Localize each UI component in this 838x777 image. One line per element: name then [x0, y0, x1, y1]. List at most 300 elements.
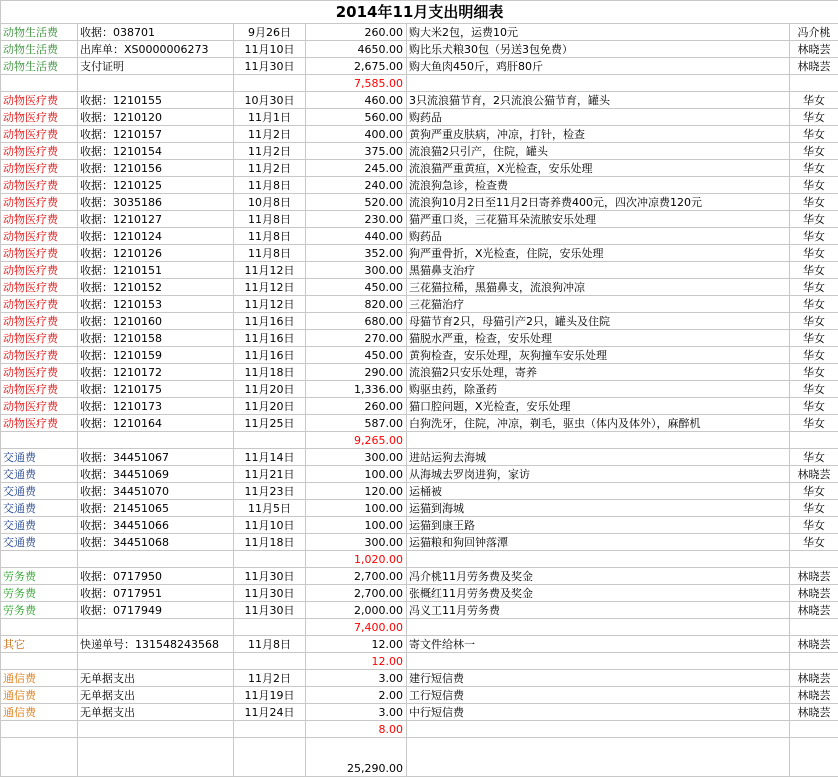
category-cell[interactable]: 交通费	[1, 500, 78, 517]
expense-row	[1, 41, 838, 58]
reference-cell[interactable]: 收据：3035186	[78, 194, 234, 211]
category-cell[interactable]: 动物医疗费	[1, 330, 78, 347]
expense-row	[1, 585, 838, 602]
empty-cell[interactable]	[78, 551, 234, 568]
empty-cell[interactable]	[234, 619, 306, 636]
category-cell[interactable]: 交通费	[1, 517, 78, 534]
empty-cell[interactable]	[1, 551, 78, 568]
empty-cell[interactable]	[790, 432, 838, 449]
description-cell[interactable]: 运桶被	[407, 483, 790, 500]
description-cell[interactable]: 猫严重口炎，三花猫耳朵流脓安乐处理	[407, 211, 790, 228]
amount-cell[interactable]: 100.00	[306, 517, 407, 534]
reference-cell[interactable]: 收据：1210154	[78, 143, 234, 160]
handler-cell[interactable]: 华女	[790, 177, 838, 194]
category-cell[interactable]: 通信费	[1, 670, 78, 687]
category-cell[interactable]: 动物医疗费	[1, 228, 78, 245]
handler-cell[interactable]: 华女	[790, 381, 838, 398]
subtotal-row	[1, 619, 838, 636]
category-cell[interactable]: 动物医疗费	[1, 279, 78, 296]
expense-row	[1, 364, 838, 381]
expense-row	[1, 296, 838, 313]
grand-total-amount[interactable]: 25,290.00	[306, 738, 407, 777]
expense-row	[1, 109, 838, 126]
expense-row	[1, 415, 838, 432]
empty-cell[interactable]	[234, 551, 306, 568]
date-cell[interactable]: 11月10日	[234, 517, 306, 534]
description-cell[interactable]: 3只流浪猫节育，2只流浪公猫节育，罐头	[407, 92, 790, 109]
handler-cell[interactable]: 林晓芸	[790, 704, 838, 721]
expense-row	[1, 143, 838, 160]
date-cell[interactable]: 11月14日	[234, 449, 306, 466]
category-cell[interactable]: 动物医疗费	[1, 160, 78, 177]
description-cell[interactable]: 白狗洗牙，住院，冲凉，剃毛，驱虫（体内及体外），麻醉机	[407, 415, 790, 432]
handler-cell[interactable]: 华女	[790, 262, 838, 279]
date-cell[interactable]: 10月8日	[234, 194, 306, 211]
handler-cell[interactable]: 华女	[790, 126, 838, 143]
reference-cell[interactable]: 收据：1210156	[78, 160, 234, 177]
amount-cell[interactable]: 2.00	[306, 687, 407, 704]
reference-cell[interactable]: 收据：1210159	[78, 347, 234, 364]
date-cell[interactable]: 11月2日	[234, 160, 306, 177]
expense-row	[1, 517, 838, 534]
category-cell[interactable]: 动物医疗费	[1, 143, 78, 160]
date-cell[interactable]: 11月5日	[234, 500, 306, 517]
empty-cell[interactable]	[1, 432, 78, 449]
description-cell[interactable]: 运猫粮和狗回钟落潭	[407, 534, 790, 551]
reference-cell[interactable]: 无单据支出	[78, 704, 234, 721]
subtotal-row	[1, 432, 838, 449]
empty-cell[interactable]	[790, 551, 838, 568]
date-cell[interactable]: 11月8日	[234, 636, 306, 653]
empty-cell[interactable]	[790, 738, 838, 777]
amount-cell[interactable]: 245.00	[306, 160, 407, 177]
description-cell[interactable]: 运猫到海城	[407, 500, 790, 517]
date-cell[interactable]: 11月8日	[234, 211, 306, 228]
date-cell[interactable]: 11月21日	[234, 466, 306, 483]
handler-cell[interactable]: 华女	[790, 483, 838, 500]
reference-cell[interactable]: 收据：34451068	[78, 534, 234, 551]
reference-cell[interactable]: 收据：1210172	[78, 364, 234, 381]
category-cell[interactable]: 动物生活费	[1, 41, 78, 58]
expense-row	[1, 449, 838, 466]
expense-row	[1, 228, 838, 245]
empty-cell[interactable]	[407, 619, 790, 636]
date-cell[interactable]: 11月16日	[234, 330, 306, 347]
description-cell[interactable]: 运猫到康王路	[407, 517, 790, 534]
date-cell[interactable]: 10月30日	[234, 92, 306, 109]
expense-row	[1, 466, 838, 483]
empty-cell[interactable]	[234, 75, 306, 92]
handler-cell[interactable]: 林晓芸	[790, 602, 838, 619]
handler-cell[interactable]: 林晓芸	[790, 58, 838, 75]
subtotal-amount[interactable]: 8.00	[306, 721, 407, 738]
handler-cell[interactable]: 华女	[790, 534, 838, 551]
reference-cell[interactable]: 收据：0717950	[78, 568, 234, 585]
handler-cell[interactable]: 华女	[790, 279, 838, 296]
handler-cell[interactable]: 华女	[790, 500, 838, 517]
description-cell[interactable]: 黄狗严重皮肤病，冲凉，打针，检查	[407, 126, 790, 143]
description-cell[interactable]: 冯义工11月劳务费	[407, 602, 790, 619]
reference-cell[interactable]: 收据：21451065	[78, 500, 234, 517]
subtotal-row	[1, 551, 838, 568]
date-cell[interactable]: 11月2日	[234, 670, 306, 687]
reference-cell[interactable]: 收据：1210175	[78, 381, 234, 398]
description-cell[interactable]: 进站运狗去海城	[407, 449, 790, 466]
amount-cell[interactable]: 300.00	[306, 449, 407, 466]
category-cell[interactable]: 劳务费	[1, 585, 78, 602]
amount-cell[interactable]: 560.00	[306, 109, 407, 126]
reference-cell[interactable]: 收据：34451069	[78, 466, 234, 483]
description-cell[interactable]: 黑猫鼻支治疗	[407, 262, 790, 279]
category-cell[interactable]: 动物医疗费	[1, 92, 78, 109]
description-cell[interactable]: 流浪狗急诊，检查费	[407, 177, 790, 194]
empty-cell[interactable]	[234, 721, 306, 738]
amount-cell[interactable]: 260.00	[306, 24, 407, 41]
amount-cell[interactable]: 2,700.00	[306, 585, 407, 602]
reference-cell[interactable]: 收据：34451067	[78, 449, 234, 466]
date-cell[interactable]: 11月12日	[234, 279, 306, 296]
reference-cell[interactable]: 收据：1210127	[78, 211, 234, 228]
expense-row	[1, 670, 838, 687]
amount-cell[interactable]: 2,000.00	[306, 602, 407, 619]
reference-cell[interactable]: 收据：1210151	[78, 262, 234, 279]
amount-cell[interactable]: 440.00	[306, 228, 407, 245]
subtotal-amount[interactable]: 7,400.00	[306, 619, 407, 636]
handler-cell[interactable]: 华女	[790, 415, 838, 432]
date-cell[interactable]: 11月8日	[234, 245, 306, 262]
date-cell[interactable]: 11月25日	[234, 415, 306, 432]
description-cell[interactable]: 购大鱼肉450斤，鸡肝80斤	[407, 58, 790, 75]
amount-cell[interactable]: 120.00	[306, 483, 407, 500]
reference-cell[interactable]: 收据：1210158	[78, 330, 234, 347]
reference-cell[interactable]: 收据：1210126	[78, 245, 234, 262]
sheet-title[interactable]: 2014年11月支出明细表	[1, 1, 838, 24]
handler-cell[interactable]: 华女	[790, 92, 838, 109]
date-cell[interactable]: 11月30日	[234, 585, 306, 602]
expense-row	[1, 245, 838, 262]
date-cell[interactable]: 11月2日	[234, 143, 306, 160]
expense-row	[1, 194, 838, 211]
reference-cell[interactable]: 收据：1210120	[78, 109, 234, 126]
description-cell[interactable]: 狗严重骨折，X光检查，住院，安乐处理	[407, 245, 790, 262]
expense-row	[1, 347, 838, 364]
category-cell[interactable]: 动物医疗费	[1, 398, 78, 415]
amount-cell[interactable]: 100.00	[306, 500, 407, 517]
description-cell[interactable]: 母猫节育2只，母猫引产2只，罐头及住院	[407, 313, 790, 330]
date-cell[interactable]: 11月18日	[234, 534, 306, 551]
description-cell[interactable]: 购药品	[407, 109, 790, 126]
expense-row	[1, 279, 838, 296]
date-cell[interactable]: 11月23日	[234, 483, 306, 500]
reference-cell[interactable]: 收据：1210124	[78, 228, 234, 245]
category-cell[interactable]: 交通费	[1, 466, 78, 483]
category-cell[interactable]: 劳务费	[1, 602, 78, 619]
reference-cell[interactable]: 支付证明	[78, 58, 234, 75]
expense-row	[1, 483, 838, 500]
date-cell[interactable]: 11月20日	[234, 381, 306, 398]
reference-cell[interactable]: 出库单：XS0000006273	[78, 41, 234, 58]
description-cell[interactable]: 购大米2包，运费10元	[407, 24, 790, 41]
reference-cell[interactable]: 收据：1210164	[78, 415, 234, 432]
reference-cell[interactable]: 无单据支出	[78, 687, 234, 704]
category-cell[interactable]: 动物医疗费	[1, 126, 78, 143]
amount-cell[interactable]: 3.00	[306, 670, 407, 687]
handler-cell[interactable]: 华女	[790, 330, 838, 347]
category-cell[interactable]: 动物生活费	[1, 24, 78, 41]
handler-cell[interactable]: 林晓芸	[790, 670, 838, 687]
handler-cell[interactable]: 华女	[790, 313, 838, 330]
reference-cell[interactable]: 收据：0717951	[78, 585, 234, 602]
category-cell[interactable]: 动物医疗费	[1, 194, 78, 211]
date-cell[interactable]: 11月30日	[234, 602, 306, 619]
description-cell[interactable]: 购比乐犬粮30包（另送3包免费）	[407, 41, 790, 58]
date-cell[interactable]: 11月16日	[234, 347, 306, 364]
category-cell[interactable]: 动物医疗费	[1, 313, 78, 330]
empty-cell[interactable]	[78, 738, 234, 777]
reference-cell[interactable]: 收据：0717949	[78, 602, 234, 619]
empty-cell[interactable]	[78, 653, 234, 670]
handler-cell[interactable]: 华女	[790, 347, 838, 364]
subtotal-row	[1, 653, 838, 670]
subtotal-row	[1, 75, 838, 92]
category-cell[interactable]: 劳务费	[1, 568, 78, 585]
expense-table-body	[1, 1, 838, 777]
empty-cell[interactable]	[790, 75, 838, 92]
category-cell[interactable]: 通信费	[1, 687, 78, 704]
empty-cell[interactable]	[407, 721, 790, 738]
description-cell[interactable]: 购驱虫药，除蚤药	[407, 381, 790, 398]
category-cell[interactable]: 动物医疗费	[1, 347, 78, 364]
category-cell[interactable]: 动物医疗费	[1, 364, 78, 381]
expense-row	[1, 160, 838, 177]
empty-cell[interactable]	[78, 75, 234, 92]
expense-row	[1, 636, 838, 653]
description-cell[interactable]: 从海城去罗岗进狗，家访	[407, 466, 790, 483]
category-cell[interactable]: 交通费	[1, 449, 78, 466]
description-cell[interactable]: 三花猫治疗	[407, 296, 790, 313]
date-cell[interactable]: 11月2日	[234, 126, 306, 143]
empty-cell[interactable]	[1, 721, 78, 738]
reference-cell[interactable]: 收据：038701	[78, 24, 234, 41]
amount-cell[interactable]: 2,700.00	[306, 568, 407, 585]
handler-cell[interactable]: 华女	[790, 109, 838, 126]
expense-row	[1, 568, 838, 585]
expense-row	[1, 58, 838, 75]
amount-cell[interactable]: 240.00	[306, 177, 407, 194]
reference-cell[interactable]: 无单据支出	[78, 670, 234, 687]
handler-cell[interactable]: 林晓芸	[790, 636, 838, 653]
expense-row	[1, 704, 838, 721]
empty-cell[interactable]	[78, 721, 234, 738]
description-cell[interactable]: 工行短信费	[407, 687, 790, 704]
date-cell[interactable]: 11月8日	[234, 228, 306, 245]
handler-cell[interactable]: 华女	[790, 211, 838, 228]
empty-cell[interactable]	[78, 432, 234, 449]
reference-cell[interactable]: 收据：1210125	[78, 177, 234, 194]
empty-cell[interactable]	[1, 619, 78, 636]
date-cell[interactable]: 11月10日	[234, 41, 306, 58]
description-cell[interactable]: 三花猫拉稀，黑猫鼻支，流浪狗冲凉	[407, 279, 790, 296]
expense-row	[1, 330, 838, 347]
empty-cell[interactable]	[234, 653, 306, 670]
description-cell[interactable]: 黄狗检查，安乐处理，灰狗撞车安乐处理	[407, 347, 790, 364]
reference-cell[interactable]: 收据：1210157	[78, 126, 234, 143]
empty-cell[interactable]	[1, 653, 78, 670]
handler-cell[interactable]: 林晓芸	[790, 466, 838, 483]
expense-row	[1, 313, 838, 330]
handler-cell[interactable]: 华女	[790, 245, 838, 262]
handler-cell[interactable]: 冯介桃	[790, 24, 838, 41]
date-cell[interactable]: 11月20日	[234, 398, 306, 415]
amount-cell[interactable]: 520.00	[306, 194, 407, 211]
empty-cell[interactable]	[790, 721, 838, 738]
reference-cell[interactable]: 收据：1210155	[78, 92, 234, 109]
category-cell[interactable]: 交通费	[1, 534, 78, 551]
date-cell[interactable]: 11月12日	[234, 296, 306, 313]
reference-cell[interactable]: 收据：1210160	[78, 313, 234, 330]
amount-cell[interactable]: 12.00	[306, 636, 407, 653]
grand-total-row	[1, 738, 838, 777]
empty-cell[interactable]	[407, 75, 790, 92]
amount-cell[interactable]: 450.00	[306, 279, 407, 296]
reference-cell[interactable]: 收据：1210153	[78, 296, 234, 313]
expense-row	[1, 211, 838, 228]
amount-cell[interactable]: 260.00	[306, 398, 407, 415]
reference-cell[interactable]: 收据：1210173	[78, 398, 234, 415]
handler-cell[interactable]: 华女	[790, 228, 838, 245]
description-cell[interactable]: 寄文件给林一	[407, 636, 790, 653]
amount-cell[interactable]: 270.00	[306, 330, 407, 347]
amount-cell[interactable]: 587.00	[306, 415, 407, 432]
empty-cell[interactable]	[234, 738, 306, 777]
handler-cell[interactable]: 华女	[790, 194, 838, 211]
amount-cell[interactable]: 300.00	[306, 262, 407, 279]
empty-cell[interactable]	[790, 619, 838, 636]
description-cell[interactable]: 流浪狗10月2日至11月2日寄养费400元，四次冲凉费120元	[407, 194, 790, 211]
empty-cell[interactable]	[234, 432, 306, 449]
description-cell[interactable]: 张概红11月劳务费及奖金	[407, 585, 790, 602]
empty-cell[interactable]	[790, 653, 838, 670]
date-cell[interactable]: 11月18日	[234, 364, 306, 381]
description-cell[interactable]: 冯介桃11月劳务费及奖金	[407, 568, 790, 585]
date-cell[interactable]: 11月1日	[234, 109, 306, 126]
handler-cell[interactable]: 林晓芸	[790, 585, 838, 602]
description-cell[interactable]: 流浪猫2只引产，住院，罐头	[407, 143, 790, 160]
subtotal-amount[interactable]: 1,020.00	[306, 551, 407, 568]
description-cell[interactable]: 中行短信费	[407, 704, 790, 721]
expense-row	[1, 687, 838, 704]
handler-cell[interactable]: 华女	[790, 160, 838, 177]
empty-cell[interactable]	[1, 75, 78, 92]
reference-cell[interactable]: 收据：34451066	[78, 517, 234, 534]
amount-cell[interactable]: 230.00	[306, 211, 407, 228]
handler-cell[interactable]: 华女	[790, 449, 838, 466]
expense-row	[1, 24, 838, 41]
date-cell[interactable]: 11月16日	[234, 313, 306, 330]
handler-cell[interactable]: 华女	[790, 143, 838, 160]
date-cell[interactable]: 9月26日	[234, 24, 306, 41]
expense-row	[1, 126, 838, 143]
subtotal-amount[interactable]: 9,265.00	[306, 432, 407, 449]
category-cell[interactable]: 其它	[1, 636, 78, 653]
amount-cell[interactable]: 3.00	[306, 704, 407, 721]
amount-cell[interactable]: 2,675.00	[306, 58, 407, 75]
category-cell[interactable]: 动物医疗费	[1, 296, 78, 313]
empty-cell[interactable]	[407, 653, 790, 670]
category-cell[interactable]: 动物医疗费	[1, 211, 78, 228]
expense-row	[1, 92, 838, 109]
date-cell[interactable]: 11月8日	[234, 177, 306, 194]
subtotal-amount[interactable]: 12.00	[306, 653, 407, 670]
amount-cell[interactable]: 1,336.00	[306, 381, 407, 398]
amount-cell[interactable]: 400.00	[306, 126, 407, 143]
category-cell[interactable]: 通信费	[1, 704, 78, 721]
description-cell[interactable]: 流浪猫2只安乐处理，寄养	[407, 364, 790, 381]
empty-cell[interactable]	[407, 432, 790, 449]
amount-cell[interactable]: 352.00	[306, 245, 407, 262]
amount-cell[interactable]: 100.00	[306, 466, 407, 483]
date-cell[interactable]: 11月19日	[234, 687, 306, 704]
date-cell[interactable]: 11月12日	[234, 262, 306, 279]
amount-cell[interactable]: 4650.00	[306, 41, 407, 58]
date-cell[interactable]: 11月24日	[234, 704, 306, 721]
amount-cell[interactable]: 820.00	[306, 296, 407, 313]
category-cell[interactable]: 动物医疗费	[1, 415, 78, 432]
date-cell[interactable]: 11月30日	[234, 58, 306, 75]
handler-cell[interactable]: 华女	[790, 398, 838, 415]
category-cell[interactable]: 动物医疗费	[1, 245, 78, 262]
expense-row	[1, 398, 838, 415]
reference-cell[interactable]: 收据：34451070	[78, 483, 234, 500]
expense-row	[1, 381, 838, 398]
category-cell[interactable]: 动物医疗费	[1, 109, 78, 126]
category-cell[interactable]: 动物生活费	[1, 58, 78, 75]
description-cell[interactable]: 建行短信费	[407, 670, 790, 687]
amount-cell[interactable]: 680.00	[306, 313, 407, 330]
subtotal-amount[interactable]: 7,585.00	[306, 75, 407, 92]
handler-cell[interactable]: 华女	[790, 364, 838, 381]
date-cell[interactable]: 11月30日	[234, 568, 306, 585]
empty-cell[interactable]	[1, 738, 78, 777]
amount-cell[interactable]: 450.00	[306, 347, 407, 364]
empty-cell[interactable]	[407, 551, 790, 568]
handler-cell[interactable]: 华女	[790, 296, 838, 313]
handler-cell[interactable]: 林晓芸	[790, 41, 838, 58]
amount-cell[interactable]: 300.00	[306, 534, 407, 551]
category-cell[interactable]: 动物医疗费	[1, 262, 78, 279]
category-cell[interactable]: 交通费	[1, 483, 78, 500]
reference-cell[interactable]: 快递单号：131548243568	[78, 636, 234, 653]
empty-cell[interactable]	[407, 738, 790, 777]
handler-cell[interactable]: 林晓芸	[790, 568, 838, 585]
expense-row	[1, 602, 838, 619]
category-cell[interactable]: 动物医疗费	[1, 177, 78, 194]
title-row	[1, 1, 838, 24]
description-cell[interactable]: 流浪猫严重黄疸，X光检查，安乐处理	[407, 160, 790, 177]
expense-row	[1, 177, 838, 194]
description-cell[interactable]: 猫脱水严重，检查，安乐处理	[407, 330, 790, 347]
handler-cell[interactable]: 华女	[790, 517, 838, 534]
amount-cell[interactable]: 375.00	[306, 143, 407, 160]
reference-cell[interactable]: 收据：1210152	[78, 279, 234, 296]
empty-cell[interactable]	[78, 619, 234, 636]
category-cell[interactable]: 动物医疗费	[1, 381, 78, 398]
description-cell[interactable]: 猫口腔问题，X光检查，安乐处理	[407, 398, 790, 415]
handler-cell[interactable]: 林晓芸	[790, 687, 838, 704]
amount-cell[interactable]: 460.00	[306, 92, 407, 109]
amount-cell[interactable]: 290.00	[306, 364, 407, 381]
description-cell[interactable]: 购药品	[407, 228, 790, 245]
